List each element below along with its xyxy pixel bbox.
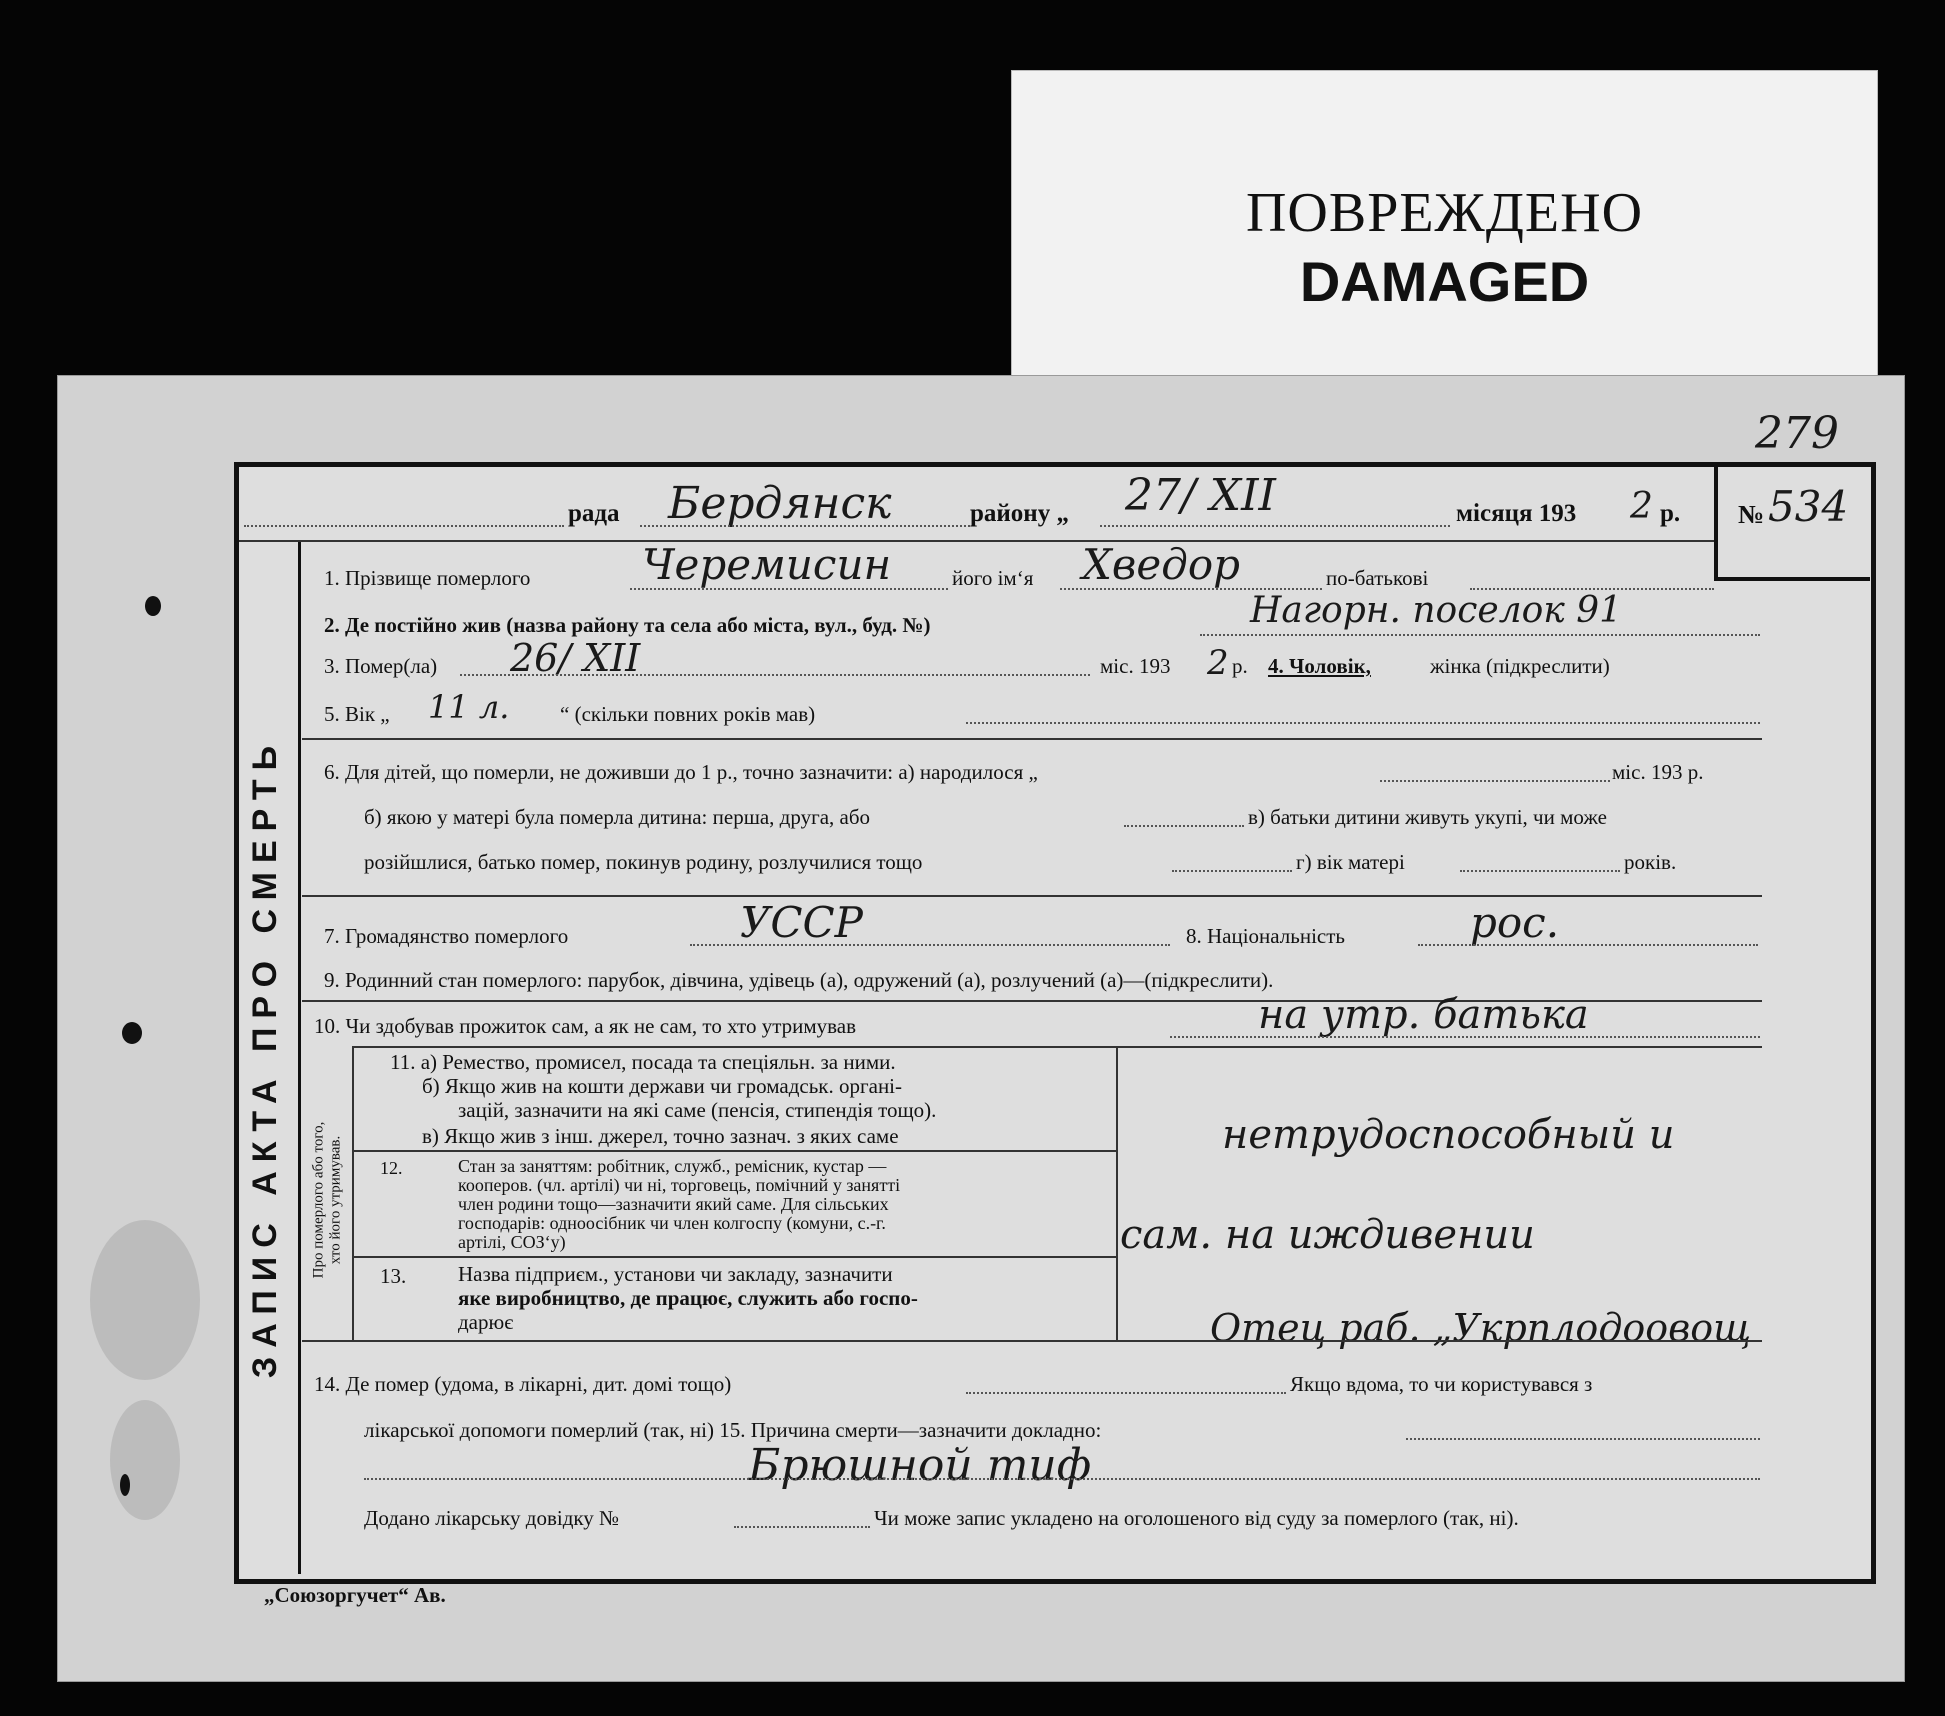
death-year-digit: 2 [1207,643,1229,683]
status-line-2: кооперов. (чл. артілі) чи ні, торговець, помічний у занятті [458,1175,901,1195]
rot-note-line-2: хто його утримував. [327,1135,343,1265]
corner-number: 279 [1755,408,1839,459]
occupation-a: 11. а) Ремество, промисел, посада та спеціяльн. за ними. [390,1050,896,1074]
place-of-death-dots [966,1392,1286,1394]
residence-value: Нагорн. поселок 91 [1250,590,1623,631]
cause-dots-2 [364,1478,1760,1480]
support-label: 10. Чи здобував прожиток сам, а як не сам, то хто утримував [314,1014,857,1038]
rot-note-line-1: Про померлого або того, [310,1121,326,1279]
cause-dots-1 [1406,1438,1760,1440]
age-value: 11 л. [428,688,510,726]
age-label: 5. Вік „ [324,702,390,726]
infant-family-dots [1172,870,1292,872]
residence-dots [1200,634,1760,636]
workplace-num: 13. [380,1264,407,1288]
infant-order-dots [1124,825,1244,827]
cause-label: лікарської допомоги померлий (так, ні) 15. Причина смерти—зазначити докладно: [364,1418,1102,1442]
rayon-label: району „ [970,500,1069,527]
support-value: на утр. батька [1258,992,1589,1038]
name-label: його ім‘я [952,566,1034,590]
death-date-dots [460,674,1090,676]
sex-rest: жінка (підкреслити) [1430,654,1610,678]
patronymic-label: по-батькові [1326,566,1429,590]
rule-after-6 [302,895,1762,897]
status-line-5: артілі, СОЗ‘у) [458,1232,566,1252]
death-month-label: міс. 193 [1100,654,1171,678]
occupation-c: в) Якщо жив з інш. джерел, точно зазнач. з яких саме [422,1124,899,1148]
hole-mark [122,1022,142,1044]
rada-dots [244,525,564,527]
month-label: місяця 193 [1456,500,1577,527]
mother-age-dots [1460,870,1620,872]
stain [110,1400,180,1520]
place-of-death-end: Якщо вдома, то чи користувався з [1290,1372,1593,1396]
header-date: 27/ XII [1125,470,1276,521]
rot-note-divider [352,1046,354,1340]
workplace-value: Отец раб. „Укрплодоовощ [1210,1306,1752,1350]
occupation-b2: зацій, зазначити на які саме (пенсія, стипендія тощо). [458,1098,937,1122]
rot-note [302,1060,352,1340]
status-line-1: Стан за заняттям: робітник, служб., ремісник, кустар — [458,1156,887,1176]
age-dots [966,722,1760,724]
damaged-tag-ua: ПОВРЕЖДЕНО [1245,182,1644,244]
side-title: ЗАПИС АКТА ПРО СМЕРТЬ [246,736,285,1378]
rule-after-13 [302,1340,1762,1342]
side-title-column [234,540,301,1574]
infant-line-1: 6. Для дітей, що померли, не доживши до 1 р., точно зазначити: а) народилося „ [324,760,1038,784]
hole-mark [120,1474,130,1496]
rule-above-13 [352,1256,1116,1258]
nationality-dots [1418,944,1758,946]
occupation-value: нетрудоспособный и [1222,1112,1675,1158]
death-year-suffix: р. [1232,654,1248,678]
damaged-tag [1011,70,1878,402]
certificate-dots [734,1526,870,1528]
occupation-b1: б) Якщо жив на кошти держави чи громадськ. органі- [422,1074,903,1098]
record-number: 534 [1768,482,1849,531]
occupation-divider [1116,1046,1118,1340]
name-value: Хведор [1082,540,1240,589]
sex-label: 4. Чоловік, [1268,654,1371,678]
residence-label: 2. Де постійно жив (назва району та села або міста, вул., буд. №) [324,613,931,637]
citizenship-dots [690,944,1170,946]
support-dots [1170,1036,1760,1038]
rule-above-12 [352,1150,1116,1152]
status-value: сам. на иждивении [1120,1212,1535,1258]
hole-mark [145,596,161,616]
death-date-label: 3. Помер(ла) [324,654,438,678]
infant-line-2: б) якою у матері була померла дитина: перша, друга, або [364,805,871,829]
infant-line-3-mid: г) вік матері [1296,850,1405,874]
citizenship-label: 7. Громадянство померлого [324,924,569,948]
rada-label: рада [568,500,620,527]
infant-line-3-end: років. [1624,850,1677,874]
number-label: № [1738,500,1765,529]
infant-line-2-end: в) батьки дитини живуть укупі, чи може [1248,805,1607,829]
rule-after-5 [302,738,1762,740]
header-year-suffix: р. [1660,500,1681,527]
date-dots [1100,525,1450,527]
header-rule [239,540,1714,542]
infant-line-3: розійшлися, батько помер, покинув родину, розлучилися тощо [364,850,923,874]
infant-line-1-end: міс. 193 р. [1612,760,1704,784]
workplace-line-1: Назва підприєм., установи чи закладу, зазначити [458,1262,893,1286]
surname-label: 1. Прізвище померлого [324,566,531,590]
rule-above-11 [352,1046,1762,1048]
marital-status-label: 9. Родинний стан померлого: парубок, дівчина, удівець (а), одружений (а), розлучений (а)—(підкреслити). [324,968,1274,992]
printer-mark: „Союзоргучет“ Ав. [264,1583,446,1607]
death-date-value: 26/ XII [510,636,641,680]
citizenship-value: УССР [740,898,863,947]
status-num: 12. [380,1158,403,1178]
status-line-3: член родини тощо—зазначити який саме. Для сільських [458,1194,889,1214]
rada-value-dots [640,525,970,527]
header-year-digit: 2 [1630,486,1653,527]
nationality-value: рос. [1470,898,1560,947]
certificate-rest: Чи може запис укладено на оголошеного від суду за померлого (так, ні). [874,1506,1519,1530]
infant-birth-dots [1380,780,1610,782]
workplace-line-3: дарює [458,1310,514,1334]
surname-dots [630,588,948,590]
age-rest: “ (скільки повних років мав) [560,702,816,726]
certificate-label: Додано лікарську довідку № [364,1506,620,1530]
stain [90,1220,200,1380]
cause-value: Брюшной тиф [748,1440,1092,1491]
damaged-tag-en: DAMAGED [1299,250,1590,313]
rada-value: Бердянск [668,478,892,529]
workplace-line-2: яке виробництво, де працює, служить або госпо- [458,1286,918,1310]
place-of-death-label: 14. Де помер (удома, в лікарні, дит. домі тощо) [314,1372,732,1396]
nationality-label: 8. Національність [1186,924,1346,948]
status-line-4: господарів: одноосібник чи член колгоспу (комуни, с.-г. [458,1213,886,1233]
surname-value: Черемисин [642,540,892,589]
